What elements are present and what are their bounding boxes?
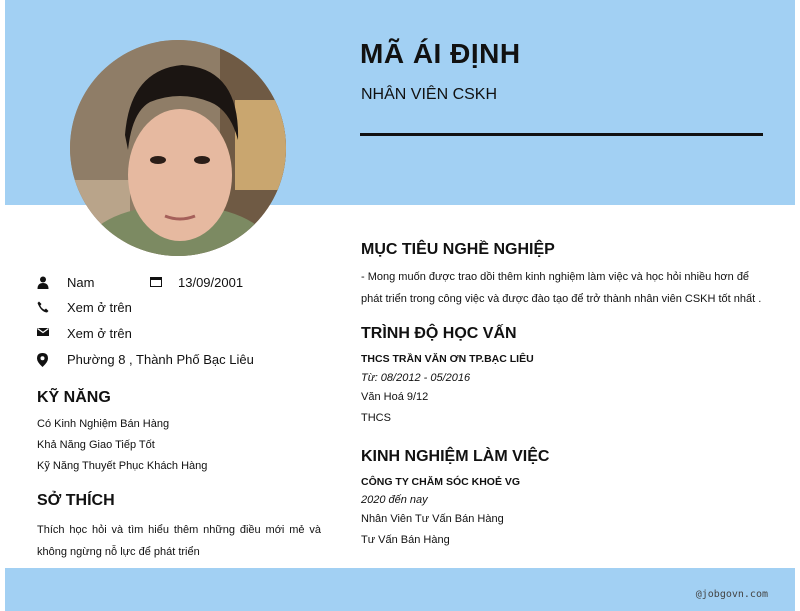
experience-company: CÔNG TY CHĂM SÓC KHOẺ VG [361, 476, 521, 488]
footer-band [5, 568, 795, 611]
phone-row [37, 300, 132, 315]
gender-row [37, 275, 94, 290]
skill-item: Kỹ Năng Thuyết Phục Khách Hàng [37, 460, 208, 472]
skill-item: Có Kinh Nghiệm Bán Hàng [37, 418, 170, 430]
candidate-name: MÃ ÁI ĐỊNH [360, 38, 521, 69]
skill-item: Khả Năng Giao Tiếp Tốt [37, 439, 155, 451]
location-pin-icon [37, 353, 51, 367]
profile-photo [70, 40, 286, 256]
objective-text: - Mong muốn được trao dồi thêm kinh nghiệm làm việc và học hỏi nhiều hơn để phát triển trong công việc và được đào tạo để trở thành nhân viên CSKH tốt nhất . [361, 271, 762, 305]
hobbies-text: Thích học hỏi và tìm hiểu thêm những điều mới mẻ và không ngừng nỗ lực để phát triển [37, 524, 321, 558]
user-icon [37, 276, 51, 290]
header-divider [360, 133, 763, 136]
address-row [37, 352, 254, 367]
birthdate-row [150, 275, 243, 290]
skills-title: KỸ NĂNG [37, 389, 111, 406]
hobbies-title: SỞ THÍCH [37, 492, 115, 509]
watermark: @jobgovn.com [695, 589, 768, 600]
education-school: THCS TRẦN VĂN ƠN TP.BẠC LIÊU [361, 353, 534, 365]
education-title: TRÌNH ĐỘ HỌC VẤN [361, 325, 517, 342]
education-line: THCS [361, 412, 391, 424]
calendar-icon [150, 276, 164, 290]
experience-line: Tư Vấn Bán Hàng [361, 534, 450, 546]
experience-title: KINH NGHIỆM LÀM VIỆC [361, 448, 550, 465]
objective-title: MỤC TIÊU NGHỀ NGHIỆP [361, 241, 555, 258]
address-value: Phường 8 , Thành Phố Bạc Liêu [67, 352, 254, 367]
birthdate-value: 13/09/2001 [178, 275, 244, 290]
experience-line: Nhân Viên Tư Vấn Bán Hàng [361, 513, 504, 525]
gender-value: Nam [67, 275, 95, 290]
job-title: NHÂN VIÊN CSKH [361, 86, 498, 103]
email-row [37, 326, 132, 341]
email-value: Xem ở trên [67, 326, 132, 341]
phone-value: Xem ở trên [67, 300, 132, 315]
education-line: Văn Hoá 9/12 [361, 391, 429, 403]
mail-icon [37, 327, 51, 341]
education-period: Từ: 08/2012 - 05/2016 [361, 372, 471, 384]
phone-icon [37, 301, 51, 315]
experience-period: 2020 đến nay [361, 494, 428, 506]
